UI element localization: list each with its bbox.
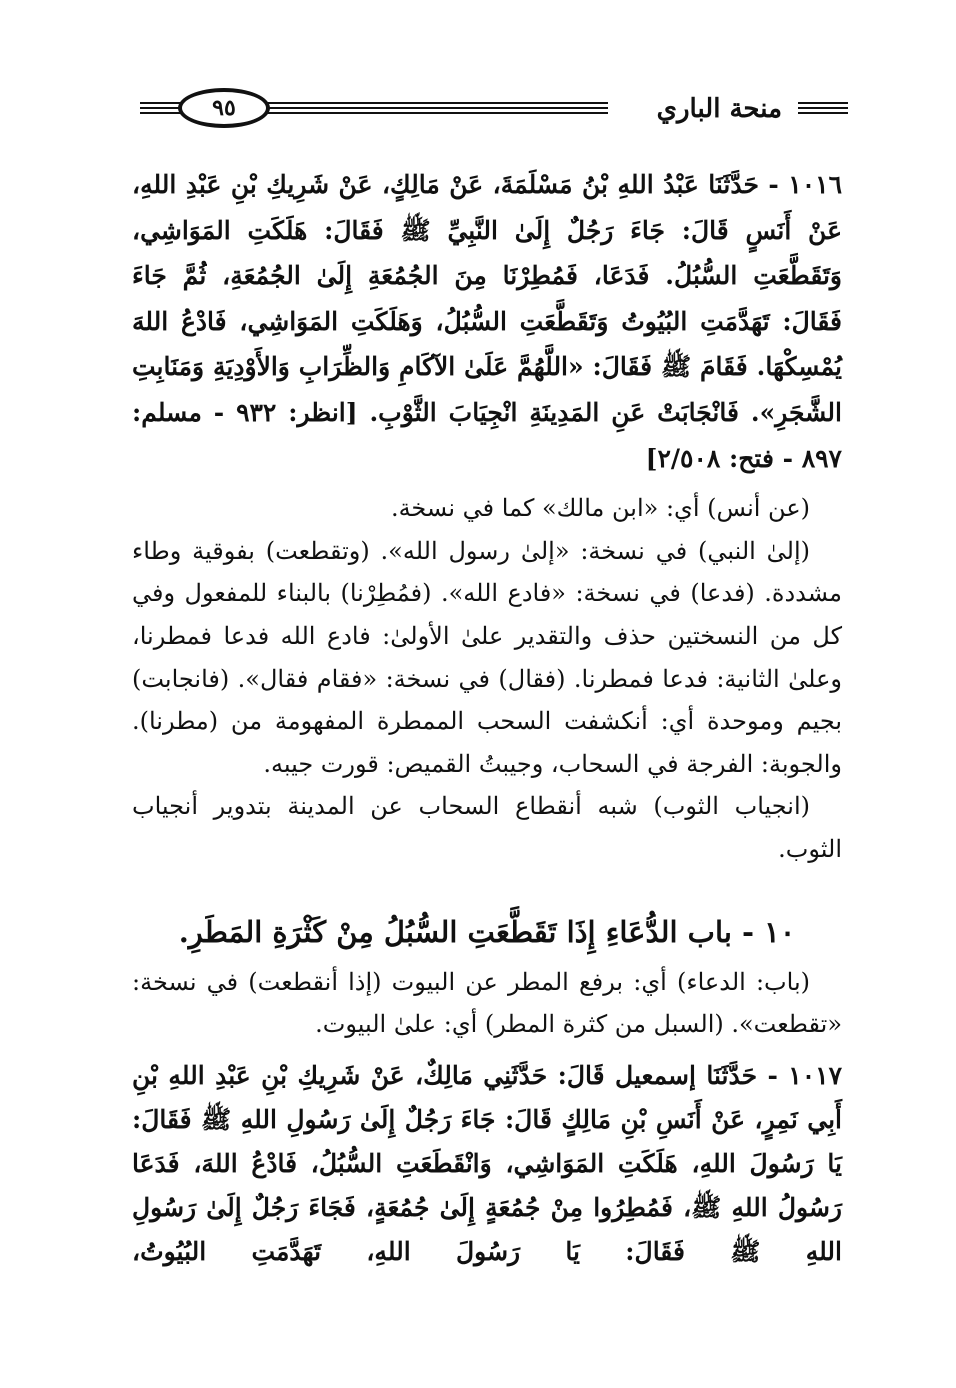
page-header	[140, 88, 848, 134]
page-number: ٩٥	[178, 88, 270, 128]
hadith-text-1016: ١٠١٦ - حَدَّثَنَا عَبْدُ اللهِ بْنُ مَسْلَمَةَ، عَنْ مَالِكٍ، عَنْ شَرِيكِ بْنِ عَبْدِ اللهِ، عَنْ أَنَسٍ قَالَ: جَاءَ رَجُلٌ إِلَىٰ النَّبِيِّ ﷺ فَقَالَ: هَلَكَتِ المَوَاشِي، وَتَقَطَّعَتِ السُّبُلُ. فَدَعَا، فَمُطِرْنَا مِنَ الجُمُعَةِ إِلَىٰ الجُمُعَةِ، ثُمَّ جَاءَ فَقَالَ: تَهَدَّمَتِ البُيُوتُ وَتَقَطَّعَتِ السُّبُلُ، وَهَلَكَتِ المَوَاشِي، فَادْعُ اللهَ يُمْسِكْهَا. فَقَامَ ﷺ فَقَالَ: «اللَّهُمَّ عَلَىٰ الآكَامِ وَالظِّرَابِ وَالأَوْدِيَةِ وَمَنَابِتِ الشَّجَرِ». فَانْجَابَتْ عَنِ المَدِينَةِ انْجِيَابَ الثَّوْبِ. [انظر: ٩٣٢ - مسلم: ٨٩٧ - فتح: ٢/٥٠٨]	[132, 170, 842, 473]
commentary-paragraph: (عن أنس) أي: «ابن مالك» كما في نسخة.	[390, 494, 810, 523]
book-title: منحة الباري	[649, 90, 790, 128]
chapter-commentary: (باب: الدعاء) أي: برفع المطر عن البيوت (إذا أنقطعت) في نسخة: «تقطعت». (السبل من كثرة المطر) أي: علىٰ البيوت.	[132, 967, 842, 1039]
commentary-paragraph: (انجياب الثوب) شبه أنقطاع السحاب عن المدينة بتدوير أنجياب الثوب.	[132, 792, 842, 863]
commentary-paragraph: (إلىٰ النبي) في نسخة: «إلىٰ رسول الله». (وتقطعت) بفوقية وطاء مشددة. (فدعا) في نسخة: «فادع الله». (فمُطِرْنا) بالبناء للمفعول وفي كل من النسختين حذف والتقدير علىٰ الأولىٰ: فادع الله فدعا فمطرنا، وعلىٰ الثانية: فدعا فمطرنا. (فقال) في نسخة: «فقام فقال». (فانجابت) بجيم وموحدة أي: أنكشفت السحب الممطرة المفهومة من (مطرنا). والجوبة: الفرجة في السحاب، وجيبتُ القميص: قورت جيبه.	[132, 536, 842, 778]
header-rule-right	[798, 102, 848, 114]
chapter-heading: ١٠ - باب الدُّعَاءِ إِذَا تَقَطَّعَتِ السُّبُلُ مِنْ كَثْرَةِ المَطَرِ.	[178, 914, 796, 949]
page-content	[132, 162, 842, 1274]
hadith-text-1017: ١٠١٧ - حَدَّثَنَا إسمعيل قَالَ: حَدَّثَنِي مَالِكٌ، عَنْ شَرِيكِ بْنِ عَبْدِ اللهِ بْنِ أَبِي نَمِرٍ، عَنْ أَنَسِ بْنِ مَالِكٍ قَالَ: جَاءَ رَجُلٌ إِلَىٰ رَسُولِ اللهِ ﷺ فَقَالَ: يَا رَسُولَ اللهِ، هَلَكَتِ المَوَاشِي، وَانْقَطَعَتِ السُّبُلُ، فَادْعُ اللهَ، فَدَعَا رَسُولُ اللهِ ﷺ، فَمُطِرُوا مِنْ جُمُعَةٍ إِلَىٰ جُمُعَةٍ، فَجَاءَ رَجُلٌ إِلَىٰ رَسُولِ اللهِ ﷺ فَقَالَ: يَا رَسُولَ اللهِ، تَهَدَّمَتِ البُيُوتُ،	[132, 1060, 842, 1266]
